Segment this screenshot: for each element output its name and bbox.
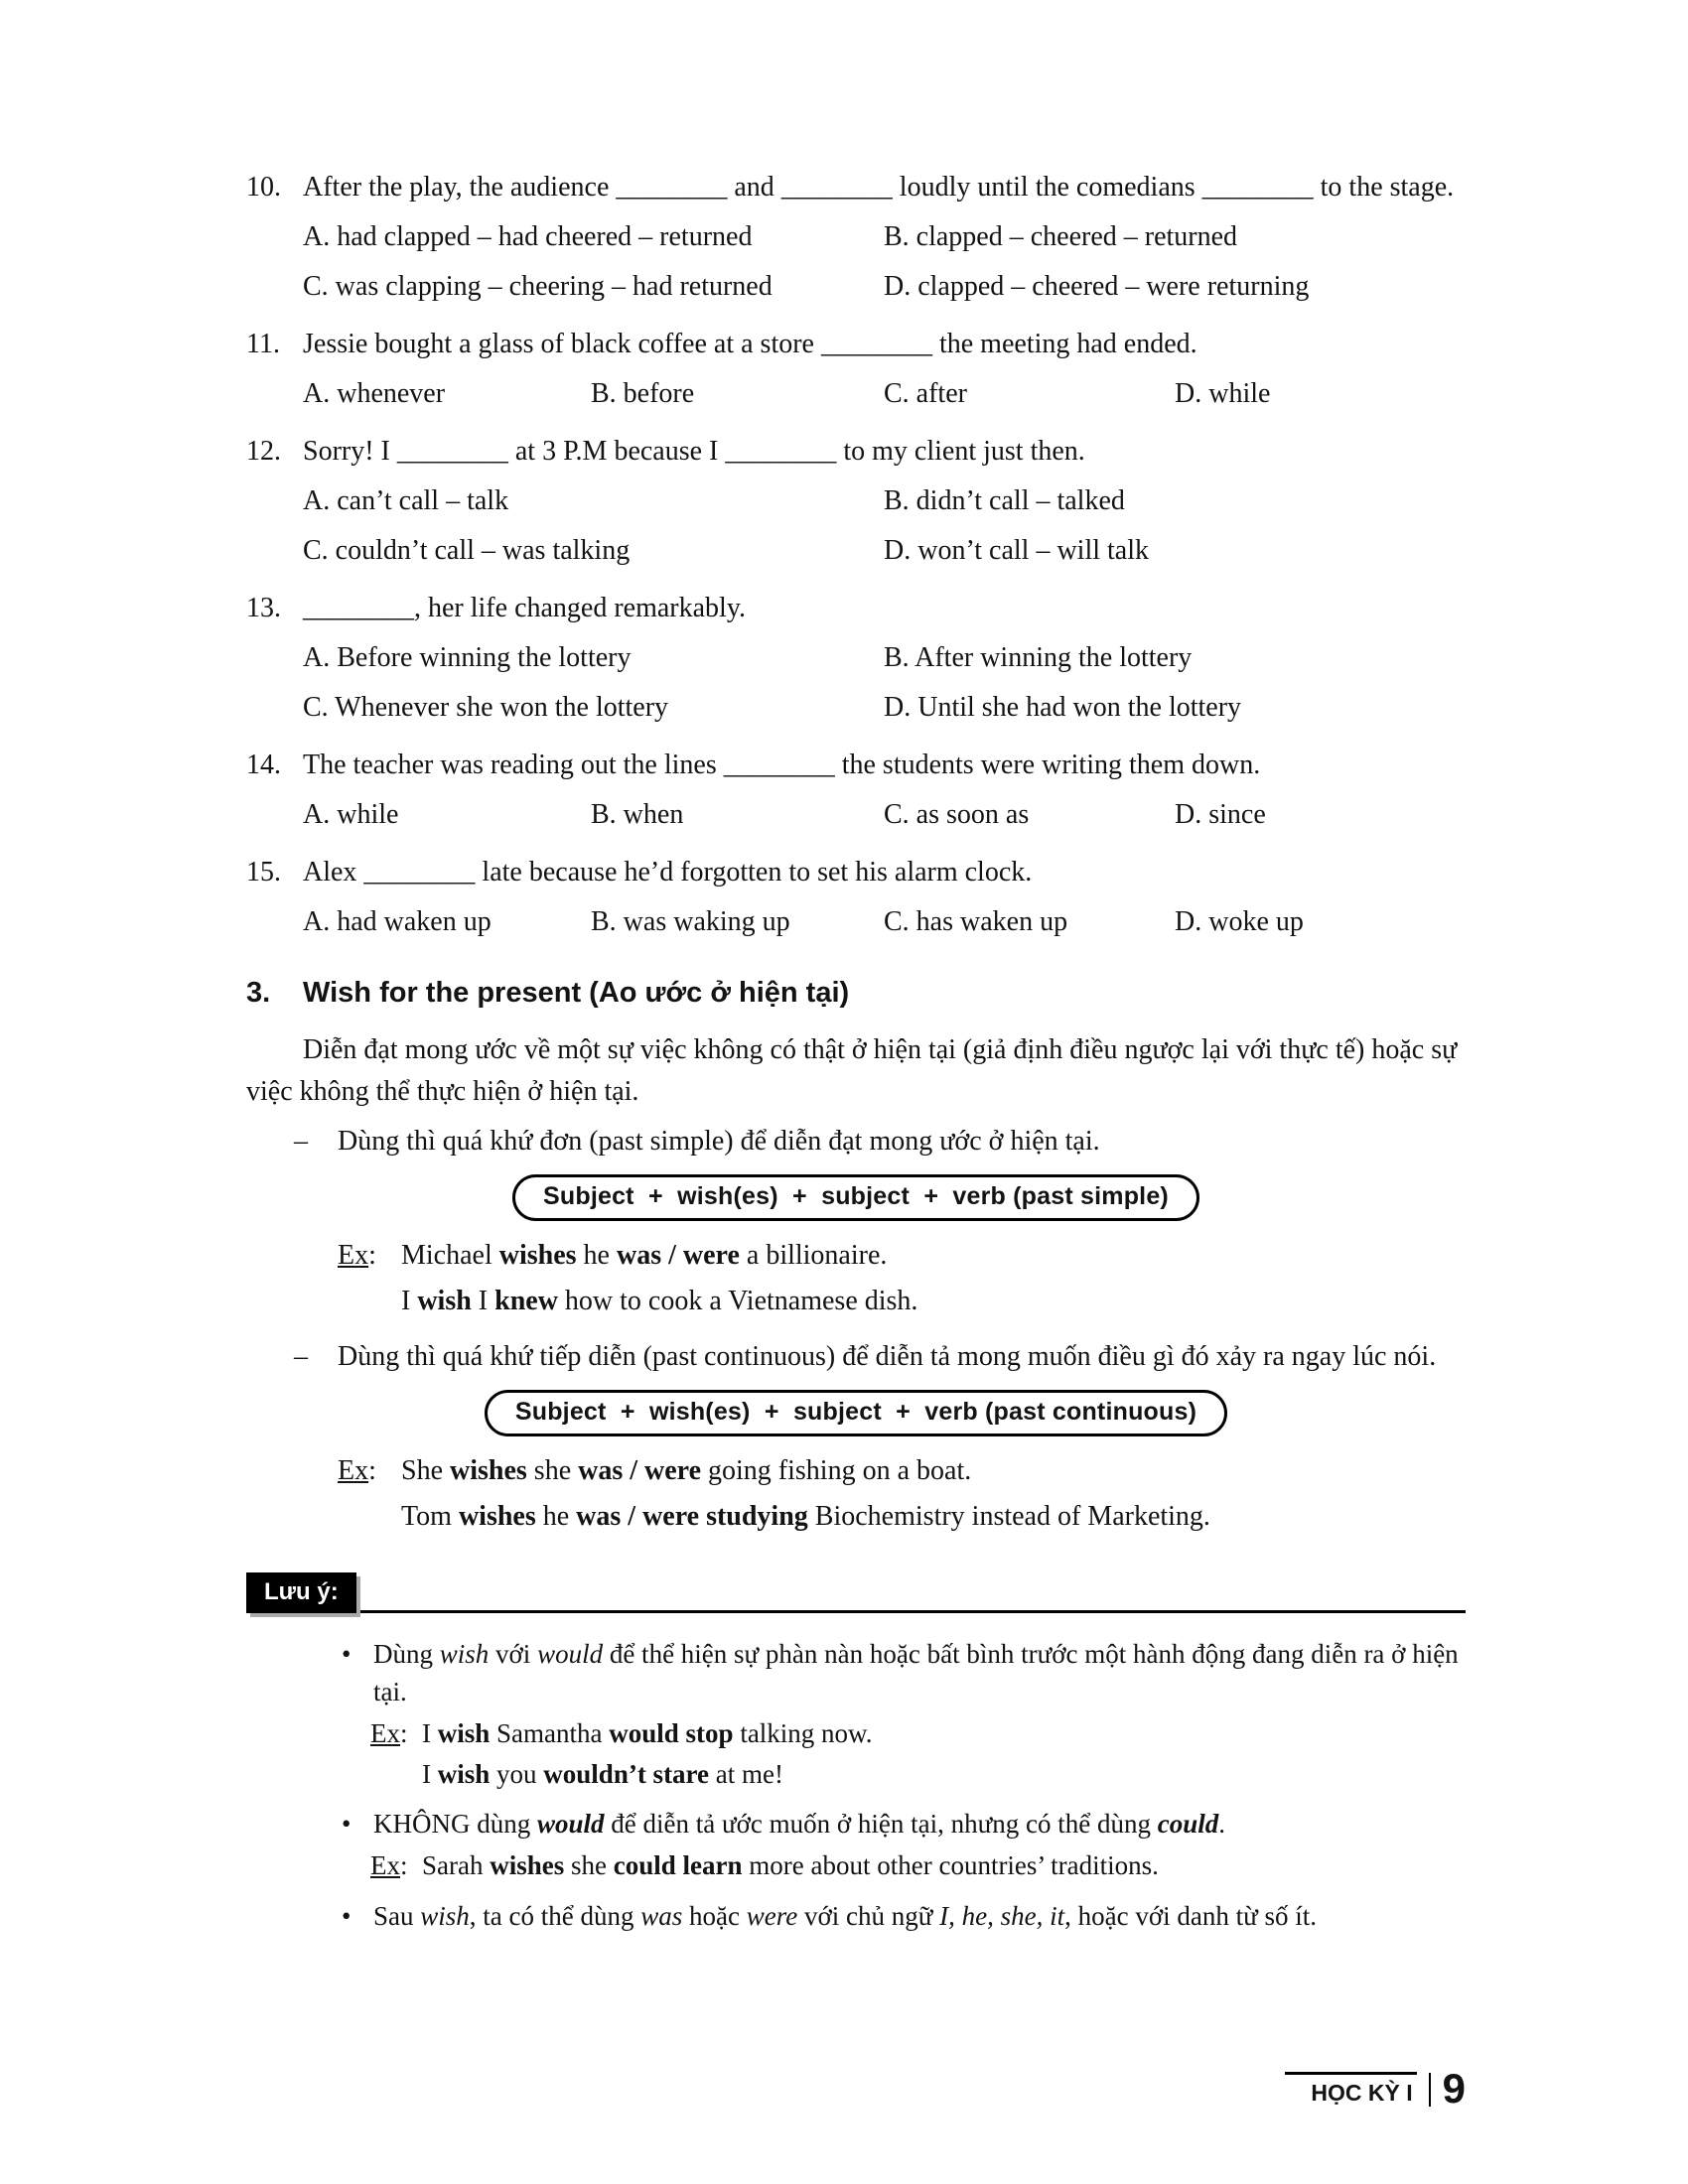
text-segment: Ex bbox=[338, 1239, 369, 1271]
question-number: 14. bbox=[246, 750, 281, 780]
option-c: C. Whenever she won the lottery bbox=[303, 692, 669, 723]
bullet-mark: • bbox=[342, 1900, 352, 1931]
example-line bbox=[422, 1755, 1466, 1793]
option-d: D. clapped – cheered – were returning bbox=[884, 271, 1310, 302]
question-14 bbox=[246, 745, 1466, 840]
option-a: A. whenever bbox=[303, 378, 446, 409]
question-body bbox=[303, 745, 1466, 840]
example-label bbox=[370, 1846, 422, 1886]
section-heading bbox=[246, 973, 1466, 1014]
text-segment: wish bbox=[420, 1900, 470, 1931]
formula-past-continuous: Subject + wish(es) + subject + verb (past continuous) bbox=[485, 1390, 1227, 1436]
option-d: D. woke up bbox=[1175, 906, 1304, 937]
rule-past-simple bbox=[294, 1121, 1466, 1162]
question-11 bbox=[246, 324, 1466, 419]
question-options bbox=[303, 212, 1466, 312]
text-segment: với chủ ngữ bbox=[797, 1900, 940, 1931]
question-body bbox=[303, 852, 1466, 947]
text-segment: could bbox=[1157, 1808, 1219, 1839]
option-c: C. after bbox=[884, 378, 967, 409]
text-segment: wishes bbox=[450, 1454, 527, 1486]
example-content bbox=[422, 1714, 1466, 1795]
text-segment: . bbox=[1218, 1808, 1226, 1839]
option-c: C. as soon as bbox=[884, 799, 1030, 830]
text-segment: Tom bbox=[401, 1500, 459, 1532]
option-c: C. couldn’t call – was talking bbox=[303, 535, 631, 566]
text-segment: Michael bbox=[401, 1239, 499, 1271]
formula-past-simple: Subject + wish(es) + subject + verb (past simple) bbox=[512, 1174, 1199, 1221]
text-segment: wishes bbox=[498, 1239, 577, 1271]
option-c: C. was clapping – cheering – had returned bbox=[303, 271, 773, 302]
rule-text: Dùng thì quá khứ đơn (past simple) để diễn đạt mong ước ở hiện tại. bbox=[338, 1125, 1100, 1157]
example-content bbox=[401, 1235, 1466, 1326]
dash-mark: – bbox=[294, 1340, 308, 1372]
example-line bbox=[422, 1714, 1466, 1752]
option-a: A. Before winning the lottery bbox=[303, 642, 632, 673]
text-segment: he bbox=[535, 1500, 577, 1532]
note-label: Lưu ý: bbox=[246, 1572, 356, 1613]
example-line bbox=[401, 1235, 1466, 1277]
question-number: 10. bbox=[246, 172, 281, 203]
example-content bbox=[422, 1846, 1466, 1886]
text-segment: could learn bbox=[613, 1850, 743, 1881]
text-segment: knew bbox=[494, 1285, 558, 1316]
example-label bbox=[370, 1714, 422, 1795]
text-segment: Samantha bbox=[490, 1718, 610, 1749]
question-body bbox=[303, 588, 1466, 733]
question-options bbox=[303, 369, 1466, 419]
text-segment: Ex bbox=[370, 1718, 400, 1749]
text-segment: going fishing on a boat. bbox=[701, 1454, 972, 1486]
footer-section-label: HỌC KỲ I bbox=[1285, 2072, 1416, 2107]
formula-wrap bbox=[246, 1390, 1466, 1436]
text-segment: để thể hiện sự phàn nàn hoặc bất bình trước một hành động đang diễn ra ở hiện tại. bbox=[373, 1638, 1459, 1706]
note-bullet-2 bbox=[342, 1805, 1466, 1843]
text-segment: I bbox=[422, 1758, 438, 1789]
dash-mark: – bbox=[294, 1125, 308, 1157]
question-options bbox=[303, 633, 1466, 733]
text-segment: she bbox=[526, 1454, 579, 1486]
note-example-1 bbox=[370, 1714, 1466, 1795]
text-segment: I bbox=[422, 1718, 438, 1749]
text-segment: wish bbox=[439, 1638, 490, 1669]
text-segment: : bbox=[400, 1850, 408, 1881]
text-segment: was / were bbox=[616, 1239, 740, 1271]
option-d: D. while bbox=[1175, 378, 1271, 409]
rule-past-continuous bbox=[294, 1336, 1466, 1378]
text-segment: talking now. bbox=[733, 1718, 873, 1749]
text-segment: how to cook a Vietnamese dish. bbox=[557, 1285, 918, 1316]
text-segment: at me! bbox=[709, 1758, 784, 1789]
text-segment: more about other countries’ traditions. bbox=[742, 1850, 1159, 1881]
text-segment: She bbox=[401, 1454, 450, 1486]
text-segment: would stop bbox=[609, 1718, 734, 1749]
option-b: B. when bbox=[591, 799, 684, 830]
option-a: A. while bbox=[303, 799, 399, 830]
section-number: 3. bbox=[246, 977, 271, 1009]
question-number: 15. bbox=[246, 857, 281, 887]
text-segment: would bbox=[537, 1638, 604, 1669]
option-a: A. can’t call – talk bbox=[303, 485, 509, 516]
text-segment: Ex bbox=[338, 1454, 369, 1486]
example-line bbox=[401, 1281, 1466, 1322]
text-segment: wish bbox=[437, 1758, 491, 1789]
note-rule bbox=[246, 1571, 1466, 1613]
question-stem: The teacher was reading out the lines ________ the students were writing them down. bbox=[303, 750, 1261, 780]
option-c: C. has waken up bbox=[884, 906, 1068, 937]
example-label bbox=[338, 1235, 401, 1326]
option-d: D. since bbox=[1175, 799, 1266, 830]
bullet-text bbox=[373, 1805, 1466, 1843]
text-segment: was bbox=[640, 1900, 683, 1931]
text-segment: I, he, she, it bbox=[939, 1900, 1065, 1931]
text-segment: với bbox=[489, 1638, 538, 1669]
example-block-2 bbox=[338, 1450, 1466, 1542]
question-stem: Alex ________ late because he’d forgotten to set his alarm clock. bbox=[303, 857, 1033, 887]
example-line bbox=[401, 1496, 1466, 1538]
option-b: B. before bbox=[591, 378, 695, 409]
note-bullet-1 bbox=[342, 1635, 1466, 1711]
question-options bbox=[303, 477, 1466, 576]
option-d: D. Until she had won the lottery bbox=[884, 692, 1242, 723]
bullet-mark: • bbox=[342, 1808, 352, 1839]
formula-wrap bbox=[246, 1174, 1466, 1221]
question-body bbox=[303, 324, 1466, 419]
note-bullet-3 bbox=[342, 1897, 1466, 1935]
page-number: 9 bbox=[1442, 2065, 1466, 2113]
question-13 bbox=[246, 588, 1466, 733]
example-content bbox=[401, 1450, 1466, 1542]
text-segment: Sarah bbox=[422, 1850, 491, 1881]
question-stem: Jessie bought a glass of black coffee at a store ________ the meeting had ended. bbox=[303, 329, 1197, 359]
text-segment: I bbox=[401, 1285, 418, 1316]
question-12 bbox=[246, 431, 1466, 576]
question-stem: After the play, the audience ________ and ________ loudly until the comedians ________ to the stage. bbox=[303, 172, 1455, 203]
option-d: D. won’t call – will talk bbox=[884, 535, 1149, 566]
question-number: 12. bbox=[246, 436, 281, 467]
section-title: Wish for the present (Ao ước ở hiện tại) bbox=[303, 977, 850, 1009]
text-segment: : bbox=[400, 1718, 408, 1749]
text-segment: để diễn tả ước muốn ở hiện tại, nhưng có thể dùng bbox=[604, 1808, 1158, 1839]
text-segment: wishes bbox=[458, 1500, 536, 1532]
text-segment: were bbox=[746, 1900, 798, 1931]
text-segment: was / were bbox=[578, 1454, 702, 1486]
text-segment: hoặc bbox=[682, 1900, 747, 1931]
question-body bbox=[303, 167, 1466, 312]
text-segment: Biochemistry instead of Marketing. bbox=[807, 1500, 1210, 1532]
option-a: A. had waken up bbox=[303, 906, 492, 937]
text-segment: Dùng bbox=[373, 1638, 440, 1669]
text-segment: was / were studying bbox=[576, 1500, 808, 1532]
question-stem: ________, her life changed remarkably. bbox=[303, 593, 747, 623]
text-segment: wish bbox=[437, 1718, 491, 1749]
text-segment: , hoặc với danh từ số ít. bbox=[1064, 1900, 1318, 1931]
example-line bbox=[422, 1846, 1466, 1884]
text-segment: would bbox=[537, 1808, 605, 1839]
page-footer bbox=[1285, 2065, 1466, 2113]
text-segment: KHÔNG dùng bbox=[373, 1808, 537, 1839]
note-list bbox=[246, 1635, 1466, 1935]
text-segment: she bbox=[564, 1850, 614, 1881]
text-segment: Sau bbox=[373, 1900, 421, 1931]
option-a: A. had clapped – had cheered – returned bbox=[303, 221, 753, 252]
question-number: 11. bbox=[246, 329, 280, 359]
bullet-mark: • bbox=[342, 1638, 352, 1669]
text-segment: , ta có thể dùng bbox=[469, 1900, 641, 1931]
option-b: B. didn’t call – talked bbox=[884, 485, 1125, 516]
question-options bbox=[303, 790, 1466, 840]
question-10 bbox=[246, 167, 1466, 312]
text-segment: he bbox=[576, 1239, 617, 1271]
note-example-2 bbox=[370, 1846, 1466, 1886]
text-segment: wouldn’t stare bbox=[543, 1758, 710, 1789]
example-block-1 bbox=[338, 1235, 1466, 1326]
question-15 bbox=[246, 852, 1466, 947]
question-body bbox=[303, 431, 1466, 576]
text-segment: Ex bbox=[370, 1850, 400, 1881]
option-b: B. was waking up bbox=[591, 906, 790, 937]
example-line bbox=[401, 1450, 1466, 1492]
bullet-text bbox=[373, 1897, 1466, 1935]
example-label bbox=[338, 1450, 401, 1542]
text-segment: I bbox=[471, 1285, 495, 1316]
text-segment: wish bbox=[417, 1285, 472, 1316]
option-b: B. After winning the lottery bbox=[884, 642, 1193, 673]
text-segment: you bbox=[490, 1758, 544, 1789]
option-b: B. clapped – cheered – returned bbox=[884, 221, 1238, 252]
question-stem: Sorry! I ________ at 3 P.M because I ________ to my client just then. bbox=[303, 436, 1085, 467]
question-number: 13. bbox=[246, 593, 281, 623]
question-options bbox=[303, 897, 1466, 947]
text-segment: wishes bbox=[490, 1850, 565, 1881]
section-intro: Diễn đạt mong ước về một sự việc không có thật ở hiện tại (giả định điều ngược lại với thực tế) hoặc sự việc không thể thực hiện ở hiện tại. bbox=[246, 1033, 1458, 1107]
text-segment: : bbox=[368, 1454, 376, 1486]
rule-text: Dùng thì quá khứ tiếp diễn (past continuous) để diễn tả mong muốn điều gì đó xảy ra ngay lúc nói. bbox=[338, 1340, 1437, 1372]
text-segment: a billionaire. bbox=[739, 1239, 888, 1271]
bullet-text bbox=[373, 1635, 1466, 1711]
text-segment: : bbox=[368, 1239, 376, 1271]
footer-divider bbox=[1429, 2073, 1431, 2107]
